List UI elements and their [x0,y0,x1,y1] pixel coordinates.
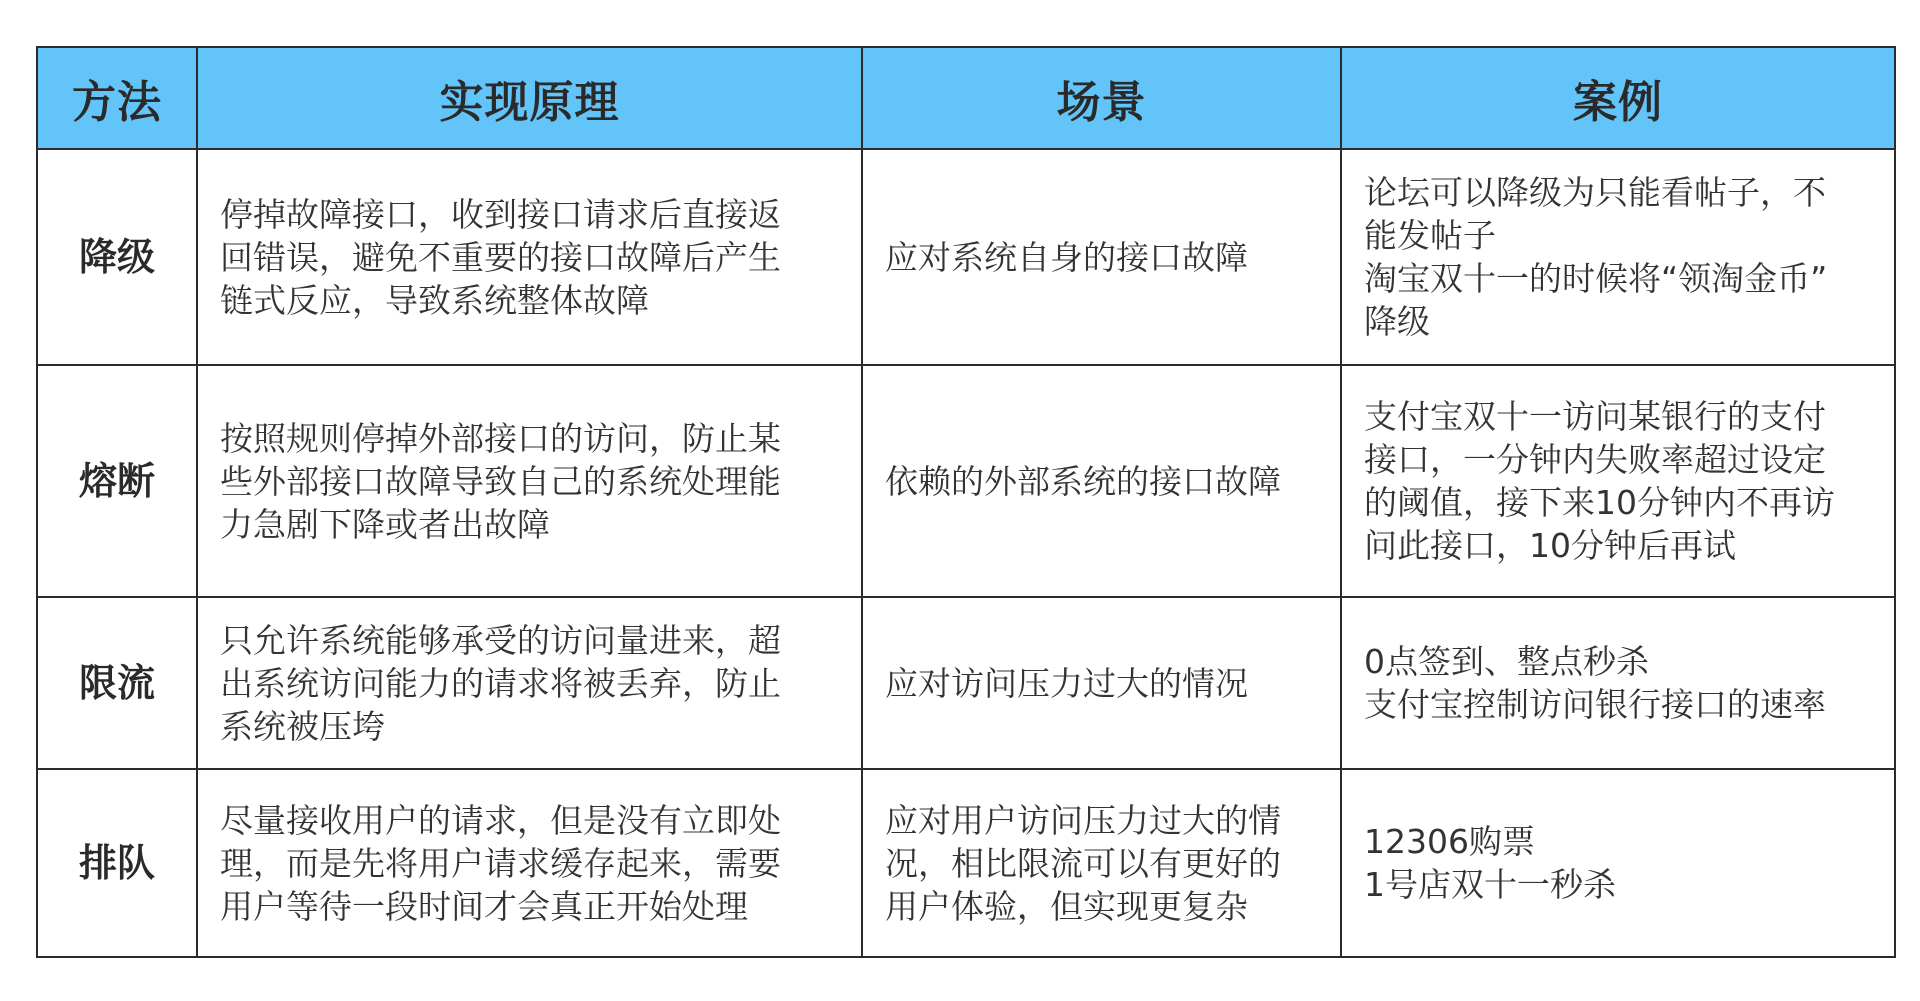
case-line: 降级 [1364,302,1430,341]
comparison-table [36,46,1896,958]
principle-line: 些外部接口故障导致自己的系统处理能 [220,461,781,501]
case-line: 支付宝控制访问银行接口的速率 [1364,685,1826,724]
scenario-cell [862,597,1341,769]
case-cell [1341,769,1895,957]
principle-line: 尽量接收用户的请求，但是没有立即处 [220,800,781,840]
principle-line: 理，而是先将用户请求缓存起来，需要 [220,843,781,883]
method-cell: 限流 [37,597,197,769]
scenario-cell [862,365,1341,597]
case-cell [1341,149,1895,365]
principle-line: 链式反应，导致系统整体故障 [220,280,649,320]
comparison-table-container [36,46,1894,958]
principle-cell [197,365,862,597]
scenario-cell [862,149,1341,365]
case-line: 0点签到、整点秒杀 [1364,642,1649,681]
header-case: 案例 [1341,47,1895,149]
table-row [37,149,1895,365]
case-line: 的阈值，接下来10分钟内不再访 [1364,483,1835,522]
header-principle: 实现原理 [197,47,862,149]
table-row [37,597,1895,769]
method-cell: 排队 [37,769,197,957]
scenario-line: 依赖的外部系统的接口故障 [885,461,1281,501]
principle-line: 只允许系统能够承受的访问量进来，超 [220,620,781,660]
header-row [37,47,1895,149]
principle-line: 出系统访问能力的请求将被丢弃，防止 [220,663,781,703]
case-line: 1号店双十一秒杀 [1364,865,1616,904]
scenario-line: 况，相比限流可以有更好的 [885,843,1281,883]
principle-line: 用户等待一段时间才会真正开始处理 [220,886,748,926]
method-cell: 降级 [37,149,197,365]
case-line: 12306购票 [1364,822,1535,861]
scenario-line: 应对访问压力过大的情况 [885,663,1248,703]
case-line: 接口，一分钟内失败率超过设定 [1364,440,1826,479]
principle-line: 停掉故障接口，收到接口请求后直接返 [220,194,781,234]
case-line: 支付宝双十一访问某银行的支付 [1364,397,1826,436]
principle-line: 系统被压垮 [220,706,385,746]
case-cell [1341,597,1895,769]
case-line: 能发帖子 [1364,216,1496,255]
table-row [37,769,1895,957]
method-cell: 熔断 [37,365,197,597]
scenario-cell [862,769,1341,957]
case-line: 论坛可以降级为只能看帖子，不 [1364,173,1826,212]
principle-cell [197,149,862,365]
table-row [37,365,1895,597]
case-cell [1341,365,1895,597]
header-method: 方法 [37,47,197,149]
principle-line: 力急剧下降或者出故障 [220,504,550,544]
principle-cell [197,769,862,957]
principle-line: 回错误，避免不重要的接口故障后产生 [220,237,781,277]
header-scenario: 场景 [862,47,1341,149]
principle-line: 按照规则停掉外部接口的访问，防止某 [220,418,781,458]
principle-cell [197,597,862,769]
case-line: 淘宝双十一的时候将“领淘金币” [1364,259,1828,298]
case-line: 问此接口，10分钟后再试 [1364,526,1736,565]
scenario-line: 用户体验，但实现更复杂 [885,886,1248,926]
scenario-line: 应对系统自身的接口故障 [885,237,1248,277]
scenario-line: 应对用户访问压力过大的情 [885,800,1281,840]
